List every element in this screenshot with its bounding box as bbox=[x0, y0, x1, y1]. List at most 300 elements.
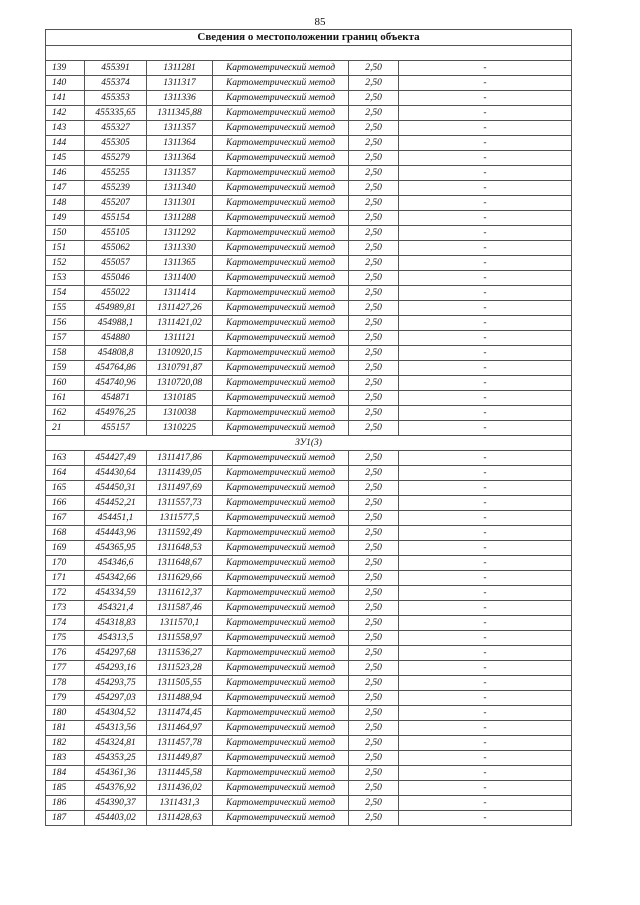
point-number-cell: 173 bbox=[46, 601, 85, 616]
accuracy-cell: 2,50 bbox=[349, 646, 399, 661]
point-number-cell: 149 bbox=[46, 211, 85, 226]
point-number-cell: 168 bbox=[46, 526, 85, 541]
y-coordinate-cell: 1311570,1 bbox=[147, 616, 213, 631]
accuracy-cell: 2,50 bbox=[349, 721, 399, 736]
point-number-cell: 170 bbox=[46, 556, 85, 571]
note-cell: - bbox=[399, 571, 572, 586]
point-number-cell: 151 bbox=[46, 241, 85, 256]
note-cell: - bbox=[399, 811, 572, 826]
note-cell: - bbox=[399, 736, 572, 751]
method-cell: Картометрический метод bbox=[213, 181, 349, 196]
table-row bbox=[46, 661, 572, 676]
note-cell: - bbox=[399, 196, 572, 211]
table-row bbox=[46, 526, 572, 541]
x-coordinate-cell: 454297,03 bbox=[85, 691, 147, 706]
table-row bbox=[46, 511, 572, 526]
accuracy-cell: 2,50 bbox=[349, 76, 399, 91]
point-number-cell: 164 bbox=[46, 466, 85, 481]
accuracy-cell: 2,50 bbox=[349, 61, 399, 76]
y-coordinate-cell: 1311488,94 bbox=[147, 691, 213, 706]
x-coordinate-cell: 454740,96 bbox=[85, 376, 147, 391]
method-cell: Картометрический метод bbox=[213, 646, 349, 661]
note-cell: - bbox=[399, 541, 572, 556]
y-coordinate-cell: 1311464,97 bbox=[147, 721, 213, 736]
note-cell: - bbox=[399, 361, 572, 376]
table-row bbox=[46, 286, 572, 301]
table-row bbox=[46, 196, 572, 211]
point-number-cell: 184 bbox=[46, 766, 85, 781]
point-number-cell: 162 bbox=[46, 406, 85, 421]
method-cell: Картометрический метод bbox=[213, 166, 349, 181]
method-cell: Картометрический метод bbox=[213, 226, 349, 241]
x-coordinate-cell: 455335,65 bbox=[85, 106, 147, 121]
x-coordinate-cell: 454321,4 bbox=[85, 601, 147, 616]
x-coordinate-cell: 455022 bbox=[85, 286, 147, 301]
x-coordinate-cell: 454313,5 bbox=[85, 631, 147, 646]
point-number-cell: 166 bbox=[46, 496, 85, 511]
method-cell: Картометрический метод bbox=[213, 781, 349, 796]
table-row bbox=[46, 481, 572, 496]
note-cell: - bbox=[399, 76, 572, 91]
point-number-cell: 177 bbox=[46, 661, 85, 676]
x-coordinate-cell: 455239 bbox=[85, 181, 147, 196]
point-number-cell: 147 bbox=[46, 181, 85, 196]
accuracy-cell: 2,50 bbox=[349, 781, 399, 796]
x-coordinate-cell: 455327 bbox=[85, 121, 147, 136]
accuracy-cell: 2,50 bbox=[349, 121, 399, 136]
table-row bbox=[46, 301, 572, 316]
point-number-cell: 179 bbox=[46, 691, 85, 706]
accuracy-cell: 2,50 bbox=[349, 796, 399, 811]
accuracy-cell: 2,50 bbox=[349, 421, 399, 436]
accuracy-cell: 2,50 bbox=[349, 106, 399, 121]
table-row bbox=[46, 556, 572, 571]
method-cell: Картометрический метод bbox=[213, 451, 349, 466]
accuracy-cell: 2,50 bbox=[349, 136, 399, 151]
point-number-cell: 152 bbox=[46, 256, 85, 271]
table-row bbox=[46, 496, 572, 511]
x-coordinate-cell: 454452,21 bbox=[85, 496, 147, 511]
point-number-cell: 150 bbox=[46, 226, 85, 241]
x-coordinate-cell: 454764,86 bbox=[85, 361, 147, 376]
point-number-cell: 176 bbox=[46, 646, 85, 661]
note-cell: - bbox=[399, 211, 572, 226]
method-cell: Картометрический метод bbox=[213, 511, 349, 526]
method-cell: Картометрический метод bbox=[213, 631, 349, 646]
x-coordinate-cell: 455255 bbox=[85, 166, 147, 181]
accuracy-cell: 2,50 bbox=[349, 271, 399, 286]
method-cell: Картометрический метод bbox=[213, 691, 349, 706]
y-coordinate-cell: 1311428,63 bbox=[147, 811, 213, 826]
x-coordinate-cell: 455305 bbox=[85, 136, 147, 151]
accuracy-cell: 2,50 bbox=[349, 676, 399, 691]
note-cell: - bbox=[399, 181, 572, 196]
note-cell: - bbox=[399, 376, 572, 391]
y-coordinate-cell: 1311436,02 bbox=[147, 781, 213, 796]
y-coordinate-cell: 1311445,58 bbox=[147, 766, 213, 781]
table-row bbox=[46, 421, 572, 436]
note-cell: - bbox=[399, 556, 572, 571]
accuracy-cell: 2,50 bbox=[349, 751, 399, 766]
method-cell: Картометрический метод bbox=[213, 676, 349, 691]
note-cell: - bbox=[399, 691, 572, 706]
table-row bbox=[46, 586, 572, 601]
point-number-cell: 139 bbox=[46, 61, 85, 76]
y-coordinate-cell: 1310791,87 bbox=[147, 361, 213, 376]
accuracy-cell: 2,50 bbox=[349, 451, 399, 466]
note-cell: - bbox=[399, 661, 572, 676]
table-row bbox=[46, 406, 572, 421]
note-cell: - bbox=[399, 166, 572, 181]
table-row bbox=[46, 211, 572, 226]
point-number-cell: 169 bbox=[46, 541, 85, 556]
method-cell: Картометрический метод bbox=[213, 796, 349, 811]
y-coordinate-cell: 1311497,69 bbox=[147, 481, 213, 496]
x-coordinate-cell: 454976,25 bbox=[85, 406, 147, 421]
table-row bbox=[46, 616, 572, 631]
point-number-cell: 156 bbox=[46, 316, 85, 331]
y-coordinate-cell: 1310920,15 bbox=[147, 346, 213, 361]
x-coordinate-cell: 455157 bbox=[85, 421, 147, 436]
accuracy-cell: 2,50 bbox=[349, 316, 399, 331]
note-cell: - bbox=[399, 766, 572, 781]
y-coordinate-cell: 1311557,73 bbox=[147, 496, 213, 511]
y-coordinate-cell: 1311317 bbox=[147, 76, 213, 91]
point-number-cell: 146 bbox=[46, 166, 85, 181]
x-coordinate-cell: 454361,36 bbox=[85, 766, 147, 781]
y-coordinate-cell: 1311340 bbox=[147, 181, 213, 196]
accuracy-cell: 2,50 bbox=[349, 571, 399, 586]
section-header-row bbox=[46, 436, 572, 451]
accuracy-cell: 2,50 bbox=[349, 631, 399, 646]
point-number-cell: 167 bbox=[46, 511, 85, 526]
note-cell: - bbox=[399, 91, 572, 106]
y-coordinate-cell: 1311612,37 bbox=[147, 586, 213, 601]
note-cell: - bbox=[399, 346, 572, 361]
table-row bbox=[46, 796, 572, 811]
y-coordinate-cell: 1311648,67 bbox=[147, 556, 213, 571]
note-cell: - bbox=[399, 406, 572, 421]
accuracy-cell: 2,50 bbox=[349, 466, 399, 481]
note-cell: - bbox=[399, 241, 572, 256]
accuracy-cell: 2,50 bbox=[349, 706, 399, 721]
x-coordinate-cell: 455105 bbox=[85, 226, 147, 241]
note-cell: - bbox=[399, 721, 572, 736]
table-row bbox=[46, 751, 572, 766]
section-label: ЗУ1(3) bbox=[46, 436, 572, 451]
table-row bbox=[46, 781, 572, 796]
point-number-cell: 145 bbox=[46, 151, 85, 166]
point-number-cell: 185 bbox=[46, 781, 85, 796]
point-number-cell: 181 bbox=[46, 721, 85, 736]
note-cell: - bbox=[399, 151, 572, 166]
table-row bbox=[46, 271, 572, 286]
table-row bbox=[46, 721, 572, 736]
accuracy-cell: 2,50 bbox=[349, 211, 399, 226]
x-coordinate-cell: 454450,31 bbox=[85, 481, 147, 496]
note-cell: - bbox=[399, 61, 572, 76]
method-cell: Картометрический метод bbox=[213, 406, 349, 421]
point-number-cell: 155 bbox=[46, 301, 85, 316]
accuracy-cell: 2,50 bbox=[349, 376, 399, 391]
note-cell: - bbox=[399, 616, 572, 631]
table-row bbox=[46, 181, 572, 196]
y-coordinate-cell: 1311121 bbox=[147, 331, 213, 346]
accuracy-cell: 2,50 bbox=[349, 166, 399, 181]
y-coordinate-cell: 1311364 bbox=[147, 151, 213, 166]
x-coordinate-cell: 454443,96 bbox=[85, 526, 147, 541]
accuracy-cell: 2,50 bbox=[349, 286, 399, 301]
table-row bbox=[46, 91, 572, 106]
method-cell: Картометрический метод bbox=[213, 421, 349, 436]
point-number-cell: 154 bbox=[46, 286, 85, 301]
method-cell: Картометрический метод bbox=[213, 241, 349, 256]
x-coordinate-cell: 455374 bbox=[85, 76, 147, 91]
point-number-cell: 178 bbox=[46, 676, 85, 691]
accuracy-cell: 2,50 bbox=[349, 586, 399, 601]
note-cell: - bbox=[399, 391, 572, 406]
method-cell: Картометрический метод bbox=[213, 106, 349, 121]
accuracy-cell: 2,50 bbox=[349, 691, 399, 706]
y-coordinate-cell: 1311414 bbox=[147, 286, 213, 301]
x-coordinate-cell: 455057 bbox=[85, 256, 147, 271]
note-cell: - bbox=[399, 271, 572, 286]
point-number-cell: 144 bbox=[46, 136, 85, 151]
table-row bbox=[46, 571, 572, 586]
method-cell: Картометрический метод bbox=[213, 196, 349, 211]
note-cell: - bbox=[399, 511, 572, 526]
table-row bbox=[46, 766, 572, 781]
table-row bbox=[46, 361, 572, 376]
y-coordinate-cell: 1310038 bbox=[147, 406, 213, 421]
accuracy-cell: 2,50 bbox=[349, 811, 399, 826]
method-cell: Картометрический метод bbox=[213, 706, 349, 721]
point-number-cell: 174 bbox=[46, 616, 85, 631]
y-coordinate-cell: 1311587,46 bbox=[147, 601, 213, 616]
method-cell: Картометрический метод bbox=[213, 331, 349, 346]
x-coordinate-cell: 454313,56 bbox=[85, 721, 147, 736]
table-row bbox=[46, 691, 572, 706]
accuracy-cell: 2,50 bbox=[349, 406, 399, 421]
method-cell: Картометрический метод bbox=[213, 586, 349, 601]
accuracy-cell: 2,50 bbox=[349, 331, 399, 346]
note-cell: - bbox=[399, 751, 572, 766]
method-cell: Картометрический метод bbox=[213, 121, 349, 136]
method-cell: Картометрический метод bbox=[213, 76, 349, 91]
x-coordinate-cell: 455062 bbox=[85, 241, 147, 256]
table-row bbox=[46, 241, 572, 256]
note-cell: - bbox=[399, 646, 572, 661]
table-row bbox=[46, 226, 572, 241]
table-row bbox=[46, 466, 572, 481]
x-coordinate-cell: 454988,1 bbox=[85, 316, 147, 331]
method-cell: Картометрический метод bbox=[213, 211, 349, 226]
x-coordinate-cell: 455207 bbox=[85, 196, 147, 211]
point-number-cell: 157 bbox=[46, 331, 85, 346]
accuracy-cell: 2,50 bbox=[349, 196, 399, 211]
x-coordinate-cell: 454324,81 bbox=[85, 736, 147, 751]
table-row bbox=[46, 61, 572, 76]
x-coordinate-cell: 455046 bbox=[85, 271, 147, 286]
point-number-cell: 183 bbox=[46, 751, 85, 766]
method-cell: Картометрический метод bbox=[213, 481, 349, 496]
method-cell: Картометрический метод bbox=[213, 571, 349, 586]
note-cell: - bbox=[399, 301, 572, 316]
y-coordinate-cell: 1311330 bbox=[147, 241, 213, 256]
table-row bbox=[46, 151, 572, 166]
point-number-cell: 159 bbox=[46, 361, 85, 376]
method-cell: Картометрический метод bbox=[213, 316, 349, 331]
y-coordinate-cell: 1311357 bbox=[147, 166, 213, 181]
x-coordinate-cell: 454365,95 bbox=[85, 541, 147, 556]
point-number-cell: 165 bbox=[46, 481, 85, 496]
method-cell: Картометрический метод bbox=[213, 346, 349, 361]
accuracy-cell: 2,50 bbox=[349, 736, 399, 751]
method-cell: Картометрический метод bbox=[213, 721, 349, 736]
x-coordinate-cell: 454304,52 bbox=[85, 706, 147, 721]
y-coordinate-cell: 1311345,88 bbox=[147, 106, 213, 121]
point-number-cell: 141 bbox=[46, 91, 85, 106]
note-cell: - bbox=[399, 106, 572, 121]
y-coordinate-cell: 1311523,28 bbox=[147, 661, 213, 676]
note-cell: - bbox=[399, 706, 572, 721]
note-cell: - bbox=[399, 781, 572, 796]
accuracy-cell: 2,50 bbox=[349, 256, 399, 271]
method-cell: Картометрический метод bbox=[213, 556, 349, 571]
y-coordinate-cell: 1311400 bbox=[147, 271, 213, 286]
table-row bbox=[46, 811, 572, 826]
accuracy-cell: 2,50 bbox=[349, 541, 399, 556]
y-coordinate-cell: 1311292 bbox=[147, 226, 213, 241]
x-coordinate-cell: 454403,02 bbox=[85, 811, 147, 826]
x-coordinate-cell: 454808,8 bbox=[85, 346, 147, 361]
y-coordinate-cell: 1311357 bbox=[147, 121, 213, 136]
accuracy-cell: 2,50 bbox=[349, 391, 399, 406]
spacer-cell bbox=[46, 46, 572, 61]
point-number-cell: 148 bbox=[46, 196, 85, 211]
note-cell: - bbox=[399, 256, 572, 271]
x-coordinate-cell: 454880 bbox=[85, 331, 147, 346]
accuracy-cell: 2,50 bbox=[349, 496, 399, 511]
method-cell: Картометрический метод bbox=[213, 526, 349, 541]
method-cell: Картометрический метод bbox=[213, 136, 349, 151]
note-cell: - bbox=[399, 286, 572, 301]
point-number-cell: 187 bbox=[46, 811, 85, 826]
method-cell: Картометрический метод bbox=[213, 271, 349, 286]
point-number-cell: 158 bbox=[46, 346, 85, 361]
method-cell: Картометрический метод bbox=[213, 811, 349, 826]
x-coordinate-cell: 454346,6 bbox=[85, 556, 147, 571]
point-number-cell: 161 bbox=[46, 391, 85, 406]
table-row bbox=[46, 76, 572, 91]
table-row bbox=[46, 646, 572, 661]
method-cell: Картометрический метод bbox=[213, 736, 349, 751]
method-cell: Картометрический метод bbox=[213, 496, 349, 511]
y-coordinate-cell: 1311577,5 bbox=[147, 511, 213, 526]
method-cell: Картометрический метод bbox=[213, 751, 349, 766]
y-coordinate-cell: 1311536,27 bbox=[147, 646, 213, 661]
table-row bbox=[46, 346, 572, 361]
method-cell: Картометрический метод bbox=[213, 541, 349, 556]
note-cell: - bbox=[399, 451, 572, 466]
note-cell: - bbox=[399, 481, 572, 496]
table-row bbox=[46, 256, 572, 271]
y-coordinate-cell: 1311558,97 bbox=[147, 631, 213, 646]
boundary-coordinates-table bbox=[45, 29, 572, 826]
point-number-cell: 142 bbox=[46, 106, 85, 121]
y-coordinate-cell: 1311281 bbox=[147, 61, 213, 76]
table-row bbox=[46, 166, 572, 181]
table-row bbox=[46, 631, 572, 646]
method-cell: Картометрический метод bbox=[213, 661, 349, 676]
x-coordinate-cell: 454430,64 bbox=[85, 466, 147, 481]
table-title-row bbox=[46, 30, 572, 46]
accuracy-cell: 2,50 bbox=[349, 346, 399, 361]
accuracy-cell: 2,50 bbox=[349, 766, 399, 781]
point-number-cell: 182 bbox=[46, 736, 85, 751]
y-coordinate-cell: 1311417,86 bbox=[147, 451, 213, 466]
table-spacer-row bbox=[46, 46, 572, 61]
x-coordinate-cell: 454427,49 bbox=[85, 451, 147, 466]
y-coordinate-cell: 1310720,08 bbox=[147, 376, 213, 391]
accuracy-cell: 2,50 bbox=[349, 91, 399, 106]
note-cell: - bbox=[399, 466, 572, 481]
x-coordinate-cell: 454297,68 bbox=[85, 646, 147, 661]
y-coordinate-cell: 1311336 bbox=[147, 91, 213, 106]
note-cell: - bbox=[399, 331, 572, 346]
x-coordinate-cell: 454342,66 bbox=[85, 571, 147, 586]
note-cell: - bbox=[399, 226, 572, 241]
accuracy-cell: 2,50 bbox=[349, 241, 399, 256]
method-cell: Картометрический метод bbox=[213, 466, 349, 481]
note-cell: - bbox=[399, 526, 572, 541]
note-cell: - bbox=[399, 316, 572, 331]
y-coordinate-cell: 1311439,05 bbox=[147, 466, 213, 481]
y-coordinate-cell: 1311421,02 bbox=[147, 316, 213, 331]
y-coordinate-cell: 1311365 bbox=[147, 256, 213, 271]
y-coordinate-cell: 1311301 bbox=[147, 196, 213, 211]
note-cell: - bbox=[399, 496, 572, 511]
note-cell: - bbox=[399, 631, 572, 646]
method-cell: Картометрический метод bbox=[213, 616, 349, 631]
point-number-cell: 153 bbox=[46, 271, 85, 286]
method-cell: Картометрический метод bbox=[213, 361, 349, 376]
accuracy-cell: 2,50 bbox=[349, 601, 399, 616]
table-row bbox=[46, 121, 572, 136]
x-coordinate-cell: 454293,75 bbox=[85, 676, 147, 691]
point-number-cell: 163 bbox=[46, 451, 85, 466]
y-coordinate-cell: 1310185 bbox=[147, 391, 213, 406]
table-row bbox=[46, 136, 572, 151]
x-coordinate-cell: 454871 bbox=[85, 391, 147, 406]
y-coordinate-cell: 1311431,3 bbox=[147, 796, 213, 811]
x-coordinate-cell: 455391 bbox=[85, 61, 147, 76]
y-coordinate-cell: 1311427,26 bbox=[147, 301, 213, 316]
method-cell: Картометрический метод bbox=[213, 601, 349, 616]
x-coordinate-cell: 454989,81 bbox=[85, 301, 147, 316]
note-cell: - bbox=[399, 676, 572, 691]
table-row bbox=[46, 106, 572, 121]
method-cell: Картометрический метод bbox=[213, 766, 349, 781]
table-row bbox=[46, 706, 572, 721]
point-number-cell: 171 bbox=[46, 571, 85, 586]
accuracy-cell: 2,50 bbox=[349, 226, 399, 241]
x-coordinate-cell: 455279 bbox=[85, 151, 147, 166]
method-cell: Картометрический метод bbox=[213, 286, 349, 301]
accuracy-cell: 2,50 bbox=[349, 511, 399, 526]
y-coordinate-cell: 1311629,66 bbox=[147, 571, 213, 586]
method-cell: Картометрический метод bbox=[213, 91, 349, 106]
